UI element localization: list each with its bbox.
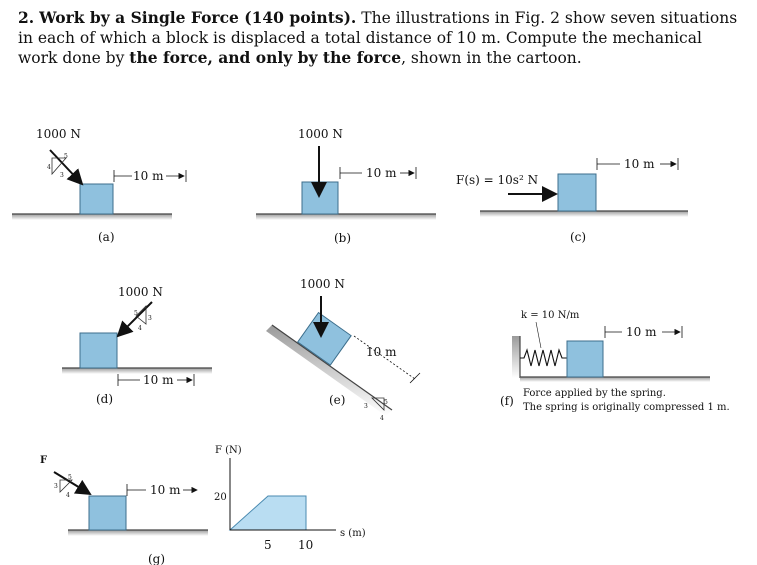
x-tick-label: 5	[264, 538, 272, 552]
panel-d	[62, 285, 212, 406]
panel-label: (g)	[148, 552, 166, 565]
ground	[62, 368, 212, 374]
tri-label: 4	[380, 415, 384, 422]
ground	[256, 214, 436, 220]
distance-label: 10 m	[624, 157, 655, 171]
note-line: Force applied by the spring.	[523, 388, 666, 399]
distance-label: 10 m	[366, 166, 397, 180]
force-label: 1000 N	[300, 277, 345, 291]
force-arrow	[54, 472, 90, 494]
tri-label: 5	[384, 399, 388, 406]
ground	[68, 530, 208, 536]
force-label: F	[40, 455, 48, 466]
spring-constant: k = 10 N/m	[521, 310, 580, 321]
force-displacement-chart	[214, 445, 366, 552]
panel-b	[256, 127, 436, 245]
panel-label: (e)	[329, 393, 346, 407]
block	[80, 184, 113, 214]
ground	[520, 377, 710, 382]
tri-label: 5	[134, 310, 138, 317]
tri-label: 3	[54, 483, 58, 490]
panel-label: (d)	[96, 392, 114, 406]
force-label: 1000 N	[36, 127, 81, 141]
x-tick-label: 10	[298, 538, 314, 552]
distance-label: 10 m	[150, 483, 181, 497]
problem-title: Work by a Single Force (140 points).	[39, 8, 357, 27]
ground	[480, 211, 688, 217]
tri-label: 3	[148, 315, 152, 322]
panel-a	[12, 127, 186, 244]
block	[567, 341, 603, 377]
tri-label: 4	[66, 492, 70, 499]
distance-label: 10 m	[133, 169, 164, 183]
panel-c	[456, 157, 688, 244]
tri-label: 3	[60, 172, 64, 179]
tri-label: 5	[64, 153, 68, 160]
tri-label: 5	[68, 474, 72, 481]
problem-emphasis: the force, and only by the force	[129, 48, 402, 67]
problem-number: 2.	[18, 8, 35, 27]
note-line: The spring is originally compressed 1 m.	[523, 402, 730, 413]
panel-label: (c)	[570, 230, 587, 244]
problem-text: The illustrations in Fig. 2 show seven situations in each of which a block is displaced a total distance of 10 m. Compute the mechanical work done by	[18, 9, 738, 67]
spring	[520, 350, 567, 366]
block	[80, 333, 117, 368]
force-label: 1000 N	[298, 127, 343, 141]
panel-f	[500, 310, 730, 413]
distance-label: 10 m	[626, 325, 657, 339]
distance-label: 10 m	[143, 373, 174, 387]
panel-g	[40, 455, 208, 565]
slope-triangle	[60, 480, 72, 492]
panel-label: (a)	[98, 230, 115, 244]
block	[558, 174, 596, 211]
distance-label: 10 m	[366, 345, 397, 359]
wall	[512, 336, 520, 378]
force-area	[230, 496, 306, 530]
panel-label: (f)	[500, 394, 514, 408]
x-axis-label: s (m)	[340, 528, 366, 539]
panel-e	[266, 277, 420, 422]
force-arrow	[118, 302, 152, 336]
block	[89, 496, 126, 530]
y-tick-label: 20	[214, 492, 227, 503]
force-label: 1000 N	[118, 285, 163, 299]
problem-text-end: , shown in the cartoon.	[401, 49, 582, 67]
tri-label: 4	[138, 325, 142, 332]
y-axis-label: F (N)	[215, 445, 242, 456]
panel-label: (b)	[334, 231, 352, 245]
force-label: F(s) = 10s² N	[456, 173, 539, 187]
tri-label: 3	[364, 403, 368, 410]
ground	[12, 214, 172, 220]
tri-label: 4	[47, 164, 51, 171]
